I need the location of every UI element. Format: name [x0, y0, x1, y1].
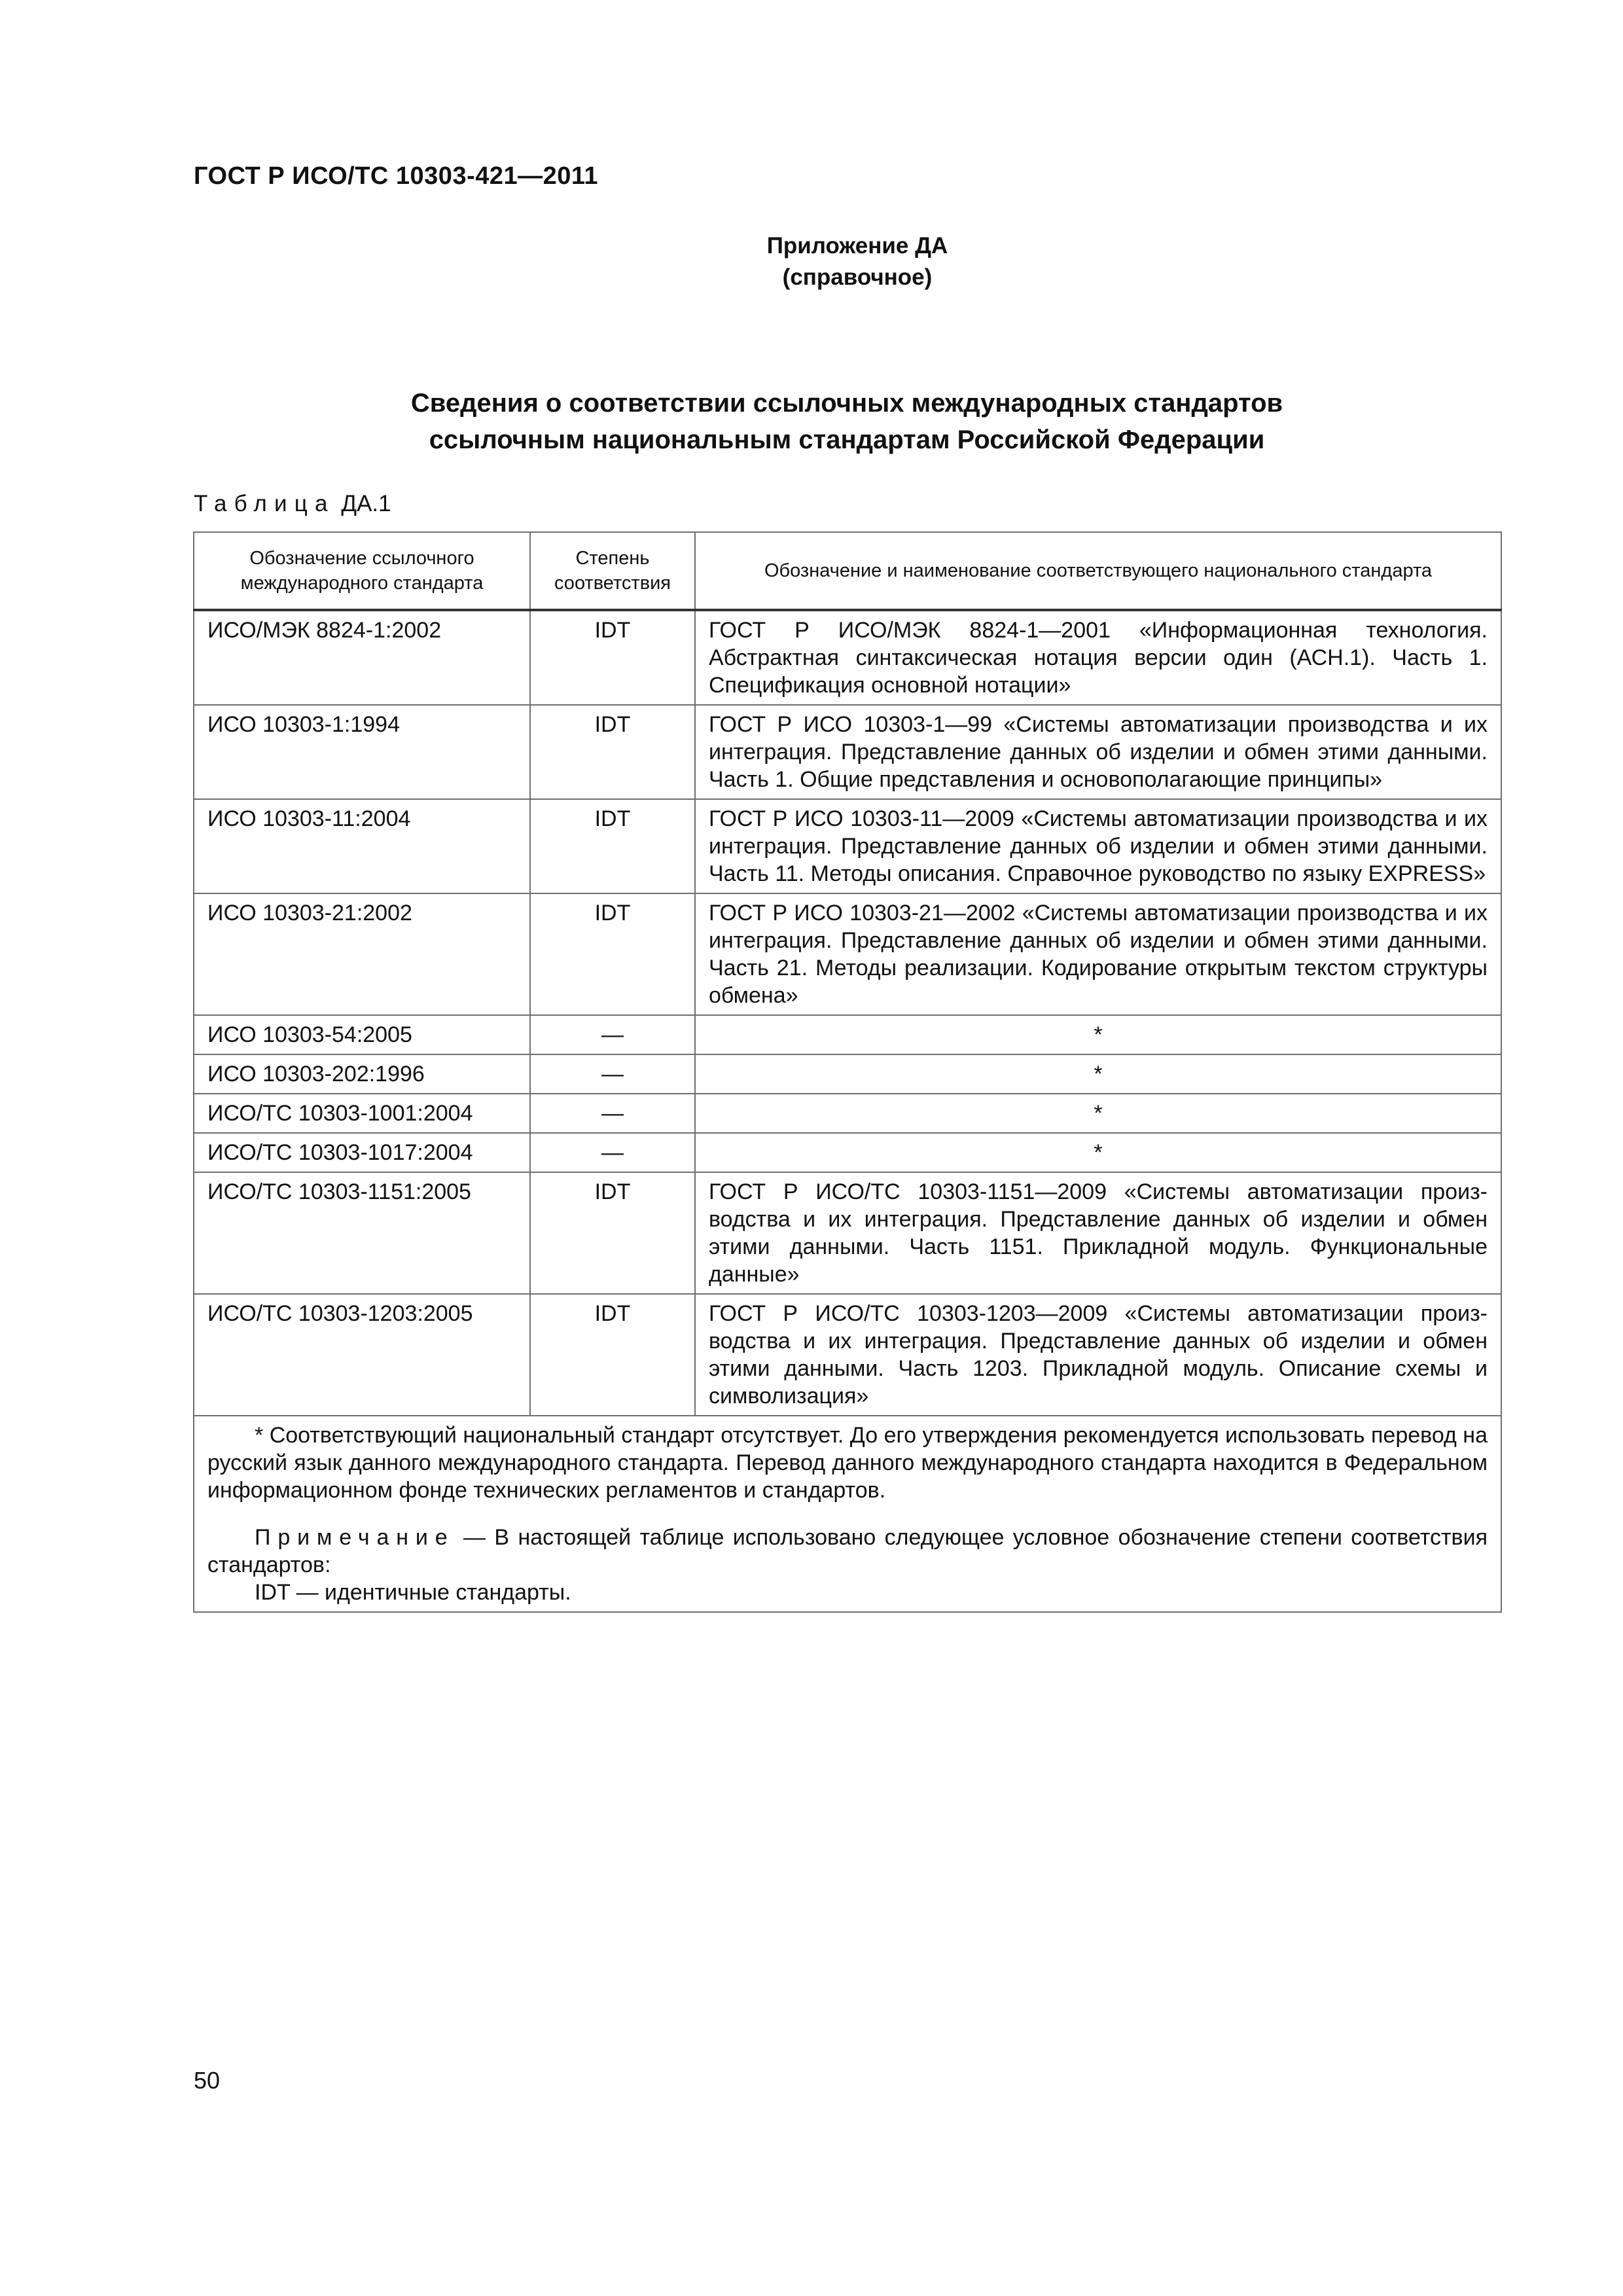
cell-degree: IDT [530, 893, 695, 1015]
table-body [194, 610, 1501, 1612]
cell-intl-standard: ИСО 10303-21:2002 [194, 893, 530, 1015]
table-notes [194, 1416, 1501, 1612]
section-title-line-1: Сведения о соответствии ссылочных международных стандартов [410, 389, 1283, 418]
cell-degree: — [530, 1133, 695, 1172]
table-row [194, 1172, 1501, 1294]
cell-intl-standard: ИСО/ТС 10303-1001:2004 [194, 1094, 530, 1133]
cell-national-standard: * [695, 1094, 1501, 1133]
cell-national-standard: ГОСТ Р ИСО/ТС 10303-1203—2009 «Системы автоматизации производства и их интеграция. Представление данных об изделии и обмен этими данными. Часть 1203. Прикладной модуль. Описание схемы и символизация» [695, 1294, 1501, 1416]
cell-national-standard: * [695, 1015, 1501, 1054]
table-row [194, 1094, 1501, 1133]
cell-national-standard: ГОСТ Р ИСО 10303-1—99 «Системы автоматизации производства и их интеграция. Представление данных об изделии и обмен этими данными. Часть 1. Общие представления и основополагающие принципы» [695, 705, 1501, 799]
cell-national-standard: ГОСТ Р ИСО 10303-11—2009 «Системы автоматизации производства и их интеграция. Представление данных об изделии и обмен этими данными. Часть 11. Методы описания. Справочное руководство по языку EXPRESS» [695, 799, 1501, 893]
cell-intl-standard: ИСО 10303-202:1996 [194, 1054, 530, 1094]
cell-intl-standard: ИСО/ТС 10303-1203:2005 [194, 1294, 530, 1416]
table-row [194, 705, 1501, 799]
table-row [194, 1133, 1501, 1172]
cell-degree: IDT [530, 1172, 695, 1294]
annex-heading [0, 230, 1623, 293]
cell-intl-standard: ИСО/МЭК 8824-1:2002 [194, 610, 530, 705]
header-national-standard: Обозначение и наименование соответствующего национального стандарта [695, 532, 1501, 610]
cell-intl-standard: ИСО 10303-54:2005 [194, 1015, 530, 1054]
cell-degree: — [530, 1054, 695, 1094]
table-row [194, 1294, 1501, 1416]
table-label [194, 491, 391, 517]
note [207, 1524, 1488, 1579]
table-row [194, 893, 1501, 1015]
cell-intl-standard: ИСО 10303-11:2004 [194, 799, 530, 893]
table-header-row [194, 532, 1501, 610]
table-label-word: Таблица [194, 491, 335, 516]
cell-intl-standard: ИСО/ТС 10303-1151:2005 [194, 1172, 530, 1294]
cell-degree: IDT [530, 610, 695, 705]
cell-intl-standard: ИСО/ТС 10303-1017:2004 [194, 1133, 530, 1172]
page-number: 50 [194, 2067, 221, 2094]
section-title [194, 385, 1500, 458]
header-intl-standard: Обозначение ссылочного международного стандарта [194, 532, 530, 610]
cell-degree: IDT [530, 1294, 695, 1416]
table-label-number: ДА.1 [341, 491, 391, 516]
cell-national-standard: ГОСТ Р ИСО 10303-21—2002 «Системы автоматизации производства и их интеграция. Представление данных об изделии и обмен этими данными. Часть 21. Методы реализации. Кодирование открытым текстом структуры обмена» [695, 893, 1501, 1015]
document-code: ГОСТ Р ИСО/ТС 10303-421—2011 [194, 162, 599, 190]
table-row [194, 1015, 1501, 1054]
cell-degree: — [530, 1094, 695, 1133]
cell-degree: IDT [530, 705, 695, 799]
header-degree: Степень соответствия [530, 532, 695, 610]
cell-national-standard: * [695, 1133, 1501, 1172]
table-row [194, 610, 1501, 705]
correspondence-table [193, 531, 1502, 1613]
note-label: Примечание [255, 1525, 455, 1550]
cell-degree: IDT [530, 799, 695, 893]
cell-national-standard: * [695, 1054, 1501, 1094]
annex-status: (справочное) [782, 264, 933, 290]
cell-intl-standard: ИСО 10303-1:1994 [194, 705, 530, 799]
table-row [194, 1054, 1501, 1094]
table-row [194, 799, 1501, 893]
footnote: * Соответствующий национальный стандарт отсутствует. До его утверждения рекомендуется использовать перевод на русский язык данного международного стандарта. Перевод данного международного стандарта находится в Федеральном информационном фонде технических регламентов и стандартов. [207, 1423, 1488, 1503]
note-idt-definition: IDT — идентичные стандарты. [255, 1580, 571, 1605]
annex-title: Приложение ДА [766, 233, 948, 259]
cell-degree: — [530, 1015, 695, 1054]
cell-national-standard: ГОСТ Р ИСО/МЭК 8824-1—2001 «Информационная технология. Абстрактная синтаксическая нотация версии один (АСН.1). Часть 1. Спецификация основной нотации» [695, 610, 1501, 705]
note-text: — В настоящей таблице использовано следующее условное обозначение степени соответствия стандартов: [207, 1525, 1488, 1577]
section-title-line-2: ссылочным национальным стандартам Российской Федерации [429, 425, 1265, 454]
cell-national-standard: ГОСТ Р ИСО/ТС 10303-1151—2009 «Системы автоматизации производства и их интеграция. Представление данных об изделии и обмен этими данными. Часть 1151. Прикладной модуль. Функциональные данные» [695, 1172, 1501, 1294]
